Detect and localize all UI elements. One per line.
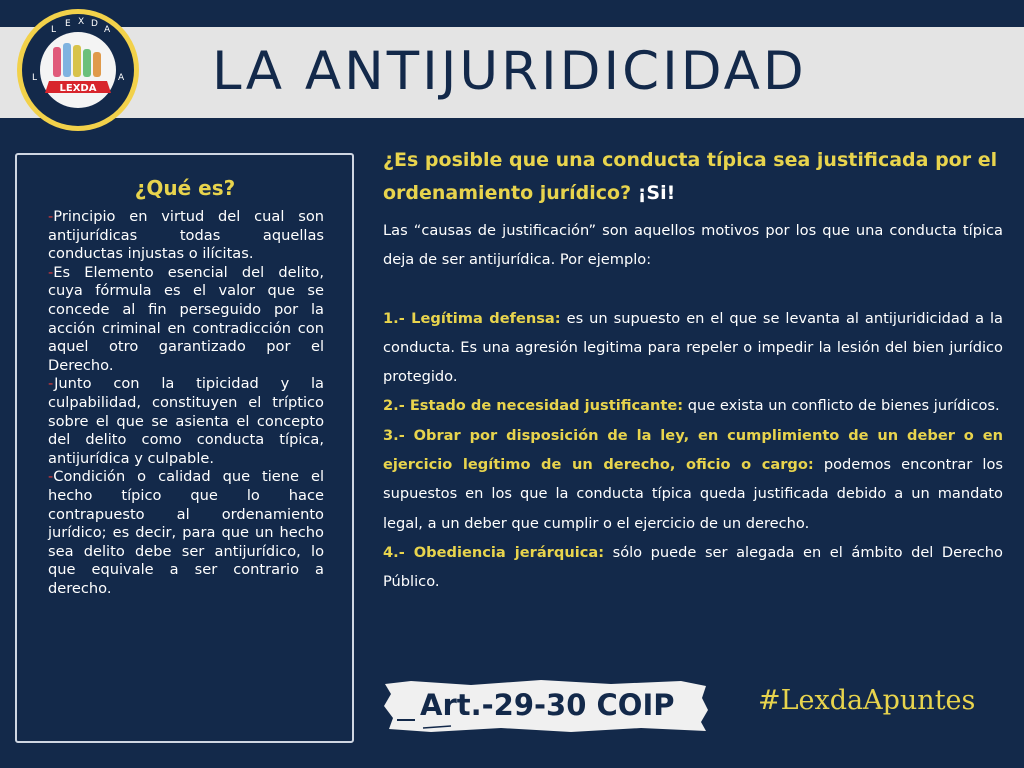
svg-text:L: L [51,25,57,35]
list-item [383,538,1003,597]
definition-paragraph [48,208,324,264]
svg-text:A: A [104,25,111,35]
item-text: es un supuesto en el que se levanta al antijuridicidad a la conducta. Es una agresión legitima para repeler o impedir la lesión del bien jurídico protegido. [383,309,1003,386]
lexda-logo [15,7,141,133]
item-label: 4.- Obediencia jerárquica: [383,543,605,561]
item-label: 1.- Legítima defensa: [383,309,561,327]
item-text: sólo puede ser alegada en el ámbito del Derecho Público. [383,543,1003,591]
paragraph-text: Condición o calidad que tiene el hecho típico que lo hace contrapuesto al ordenamiento jurídico; es decir, para que un hecho sea delito debe ser antijurídico, lo que equivale a ser contrario a derecho. [48,468,324,597]
item-label: 3.- Obrar por disposición de la ley, en cumplimiento de un deber o en ejercicio legítimo de un derecho, oficio o cargo: [383,426,1003,474]
paragraph-text: Junto con la tipicidad y la culpabilidad, constituyen el tríptico sobre el que se asienta el concepto del delito como conducta típica, antijurídica y culpable. [48,375,324,467]
article-reference: Art.-29-30 COIP [420,688,675,722]
definition-body [48,208,324,598]
list-item [383,304,1003,392]
definition-heading: ¿Qué es? [134,176,236,200]
spacer [383,275,1003,304]
item-label: 2.- Estado de necesidad justificante: [383,397,684,415]
page-title: LA ANTIJURIDICIDAD [212,41,807,102]
definition-paragraph [48,375,324,468]
intro-text: Las “causas de justificación” son aquellos motivos por los que una conducta típica deja de ser antijurídica. Por ejemplo: [383,222,1003,269]
svg-text:L: L [32,73,38,83]
definition-paragraph [48,264,324,376]
justification-question [383,144,1005,210]
red-dash: - [48,375,55,393]
hashtag: #LexdaApuntes [758,685,976,716]
paragraph-text: Es Elemento esencial del delito, cuya fórmula es el valor que se concede al fin perseguido por la acción criminal en contradicción con aquel otro garantizado por el Derecho. [48,263,324,374]
list-item [383,421,1003,538]
list-item [383,391,1003,420]
question-text: ¿Es posible que una conducta típica sea justificada por el ordenamiento jurídico? [383,149,998,204]
svg-text:X: X [78,17,85,27]
answer-text: ¡Si! [637,182,676,204]
paragraph-text: Principio en virtud del cual son antijurídicas todas aquellas conductas injustas o ilícitas. [48,208,324,263]
definition-paragraph [48,468,324,598]
justification-body [383,216,1003,597]
svg-text:D: D [91,19,98,29]
svg-text:E: E [65,19,71,29]
svg-text:A: A [118,73,125,83]
red-dash: - [48,263,54,281]
item-text: que exista un conflicto de bienes jurídicos. [683,397,1000,415]
red-dash: - [48,468,54,486]
item-text: podemos encontrar los supuestos en los que la conducta típica queda justificada debido a un mandato legal, a un deber que cumplir o el ejercicio de un derecho. [383,456,1003,532]
svg-text:LEXDA: LEXDA [59,83,97,94]
red-dash: - [48,208,54,225]
